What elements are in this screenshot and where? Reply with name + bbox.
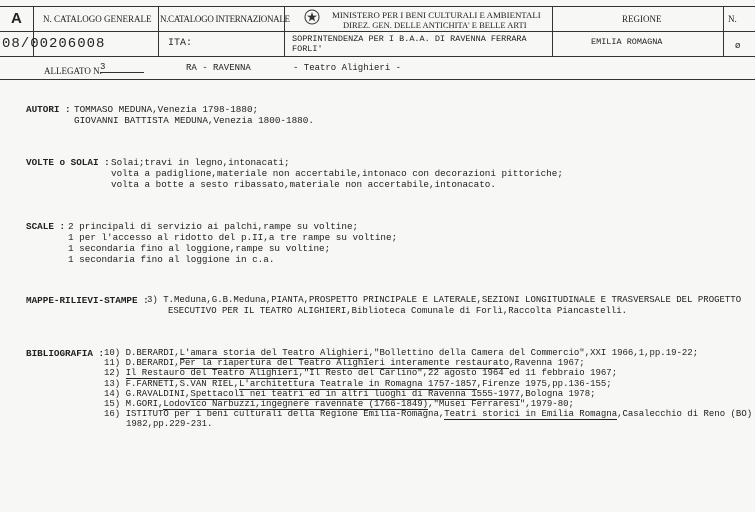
- bibliography-entry-title: L'amara storia del Teatro Alighieri: [179, 348, 369, 358]
- regione-value: EMILIA ROMAGNA: [591, 37, 663, 47]
- bibliography-entry-author: 12): [104, 368, 126, 379]
- bibliography-entry-details: ,Ravenna 1967;: [509, 358, 585, 369]
- header-col-rule-4: [552, 6, 553, 56]
- bibliography-entry-author: 10) D.BERARDI,: [104, 348, 180, 358]
- header-col-rule-5: [723, 6, 724, 56]
- catalog-number: 08/00206008: [2, 36, 106, 52]
- bibliography-entry-author: 15) M.GORI,: [104, 399, 164, 409]
- soprintendenza-line-1: SOPRINTENDENZA PER I B.A.A. DI RAVENNA FERRARA: [292, 34, 527, 44]
- ministero-line-1: MINISTERO PER I BENI CULTURALI E AMBIENTALI: [332, 10, 541, 20]
- republic-emblem-icon: [304, 8, 320, 26]
- bibliography-entry-author: 13) F.FARNETI,S.VAN RIEL,: [104, 378, 240, 389]
- soprintendenza-line-2: FORLI': [292, 44, 323, 54]
- bibliography-entry-details: ,Casalecchio di Reno (BO): [617, 409, 753, 420]
- allegato-label: ALLEGATO N.: [44, 66, 102, 76]
- form-letter: A: [11, 10, 22, 27]
- scale-label: SCALE :: [26, 221, 66, 232]
- bibliography-entry-details: ,"Bollettino della Camera del Commercio",XXI 1966,1,pp.19-22;: [368, 348, 699, 358]
- bibliography-entry-title: Per la riapertura del Teatro Alighieri interamente restaurato: [179, 358, 510, 369]
- bibliography-entry-title: L'architettura Teatrale in Romagna 1757-1857: [239, 378, 477, 389]
- record-body: [0, 80, 755, 512]
- ita-label: ITA:: [168, 38, 193, 49]
- bibliography-entry-title: Spettacoli nei teatri ed in altri luoghi di Ravenna 1555-1977: [190, 388, 520, 399]
- scale-line-1: 2 principali di servizio ai palchi,rampe su voltine;: [68, 221, 359, 232]
- catalog-generale-label: N. CATALOGO GENERALE: [43, 14, 152, 24]
- header-row-rule-1: [0, 31, 755, 32]
- bibliografia-label: BIBLIOGRAFIA :: [26, 348, 105, 359]
- header-row-rule-2: [0, 56, 755, 57]
- bibliography-entry-details: ,Bologna 1978;: [519, 388, 596, 399]
- subject: - Teatro Alighieri -: [293, 63, 402, 73]
- catalog-internazionale-label: N.CATALOGO INTERNAZIONALE: [160, 14, 290, 24]
- volte-line-2: volta a padiglione,materiale non accertabile,intonaco con decorazioni pittoriche;: [111, 168, 563, 179]
- bibliography-entry-author: 14) G.RAVALDINI,: [104, 388, 191, 399]
- bibliography-entry-author: 11) D.BERARDI,: [104, 358, 180, 369]
- scale-line-4: 1 secondaria fino al loggione in c.a.: [68, 254, 275, 265]
- catalog-header: [0, 0, 755, 80]
- bibliography-entry-title: Lodovico Narbuzzi,ingegnere ravennate (1766-1849): [163, 399, 429, 409]
- scale-line-3: 1 secondaria fino al loggione,rampe su voltine;: [68, 243, 331, 254]
- mappe-line-2: ESECUTIVO PER IL TEATRO ALIGHIERI,Biblioteca Comunale di Forlì,Raccolta Piancastelli.: [168, 306, 628, 316]
- mappe-label: MAPPE-RILIEVI-STAMPE :: [26, 295, 149, 306]
- n-label: N.: [728, 14, 737, 24]
- header-col-rule-2: [158, 6, 159, 56]
- bibliografia-last-line: 1982,pp.229-231.: [126, 419, 213, 429]
- volte-line-1: Solai;travi in legno,intonacati;: [111, 157, 290, 168]
- mappe-line-1: 3) T.Meduna,G.B.Meduna,PIANTA,PROSPETTO PRINCIPALE E LATERALE,SEZIONI LONGITUDINALE E TRASVERSALE DEL PROGETTO: [147, 295, 742, 305]
- autori-line-2: GIOVANNI BATTISTA MEDUNA,Venezia 1800-1880.: [74, 115, 314, 126]
- header-top-rule: [0, 6, 755, 7]
- bibliography-entry-details: ,"Il Resto del Carlino",22 agosto 1964 ed 11 febbraio 1967;: [298, 368, 618, 379]
- bibliography-entry-title: Teatri storici in Emilia Romagna: [444, 409, 618, 420]
- volte-label: VOLTE o SOLAI :: [26, 157, 110, 168]
- bibliography-entry-title: Il Restauro del Teatro Alighieri: [125, 368, 299, 379]
- bibliography-entry-author: 16) ISTITUTO per i beni culturali della Regione Emilia-Romagna,: [104, 409, 445, 420]
- location: RA - RAVENNA: [186, 63, 251, 73]
- autori-label: AUTORI :: [26, 104, 71, 115]
- volte-line-3: volta a botte a sesto ribassato,materiale non accertabile,intonacato.: [111, 179, 496, 190]
- scale-line-2: 1 per l'accesso al ridotto del p.II,a tre rampe su voltine;: [68, 232, 398, 243]
- autori-line-1: TOMMASO MEDUNA,Venezia 1798-1880;: [74, 104, 259, 115]
- bibliography-entry-details: ,Firenze 1975,pp.136-155;: [476, 378, 612, 389]
- allegato-value: 3: [100, 62, 144, 73]
- bibliography-entry-details: ,"Musei Ferraresi",1979-80;: [428, 399, 574, 409]
- ministero-line-2: DIREZ. GEN. DELLE ANTICHITA' E BELLE ARTI: [343, 20, 527, 30]
- regione-label: REGIONE: [622, 14, 662, 24]
- n-value: ø: [735, 41, 741, 51]
